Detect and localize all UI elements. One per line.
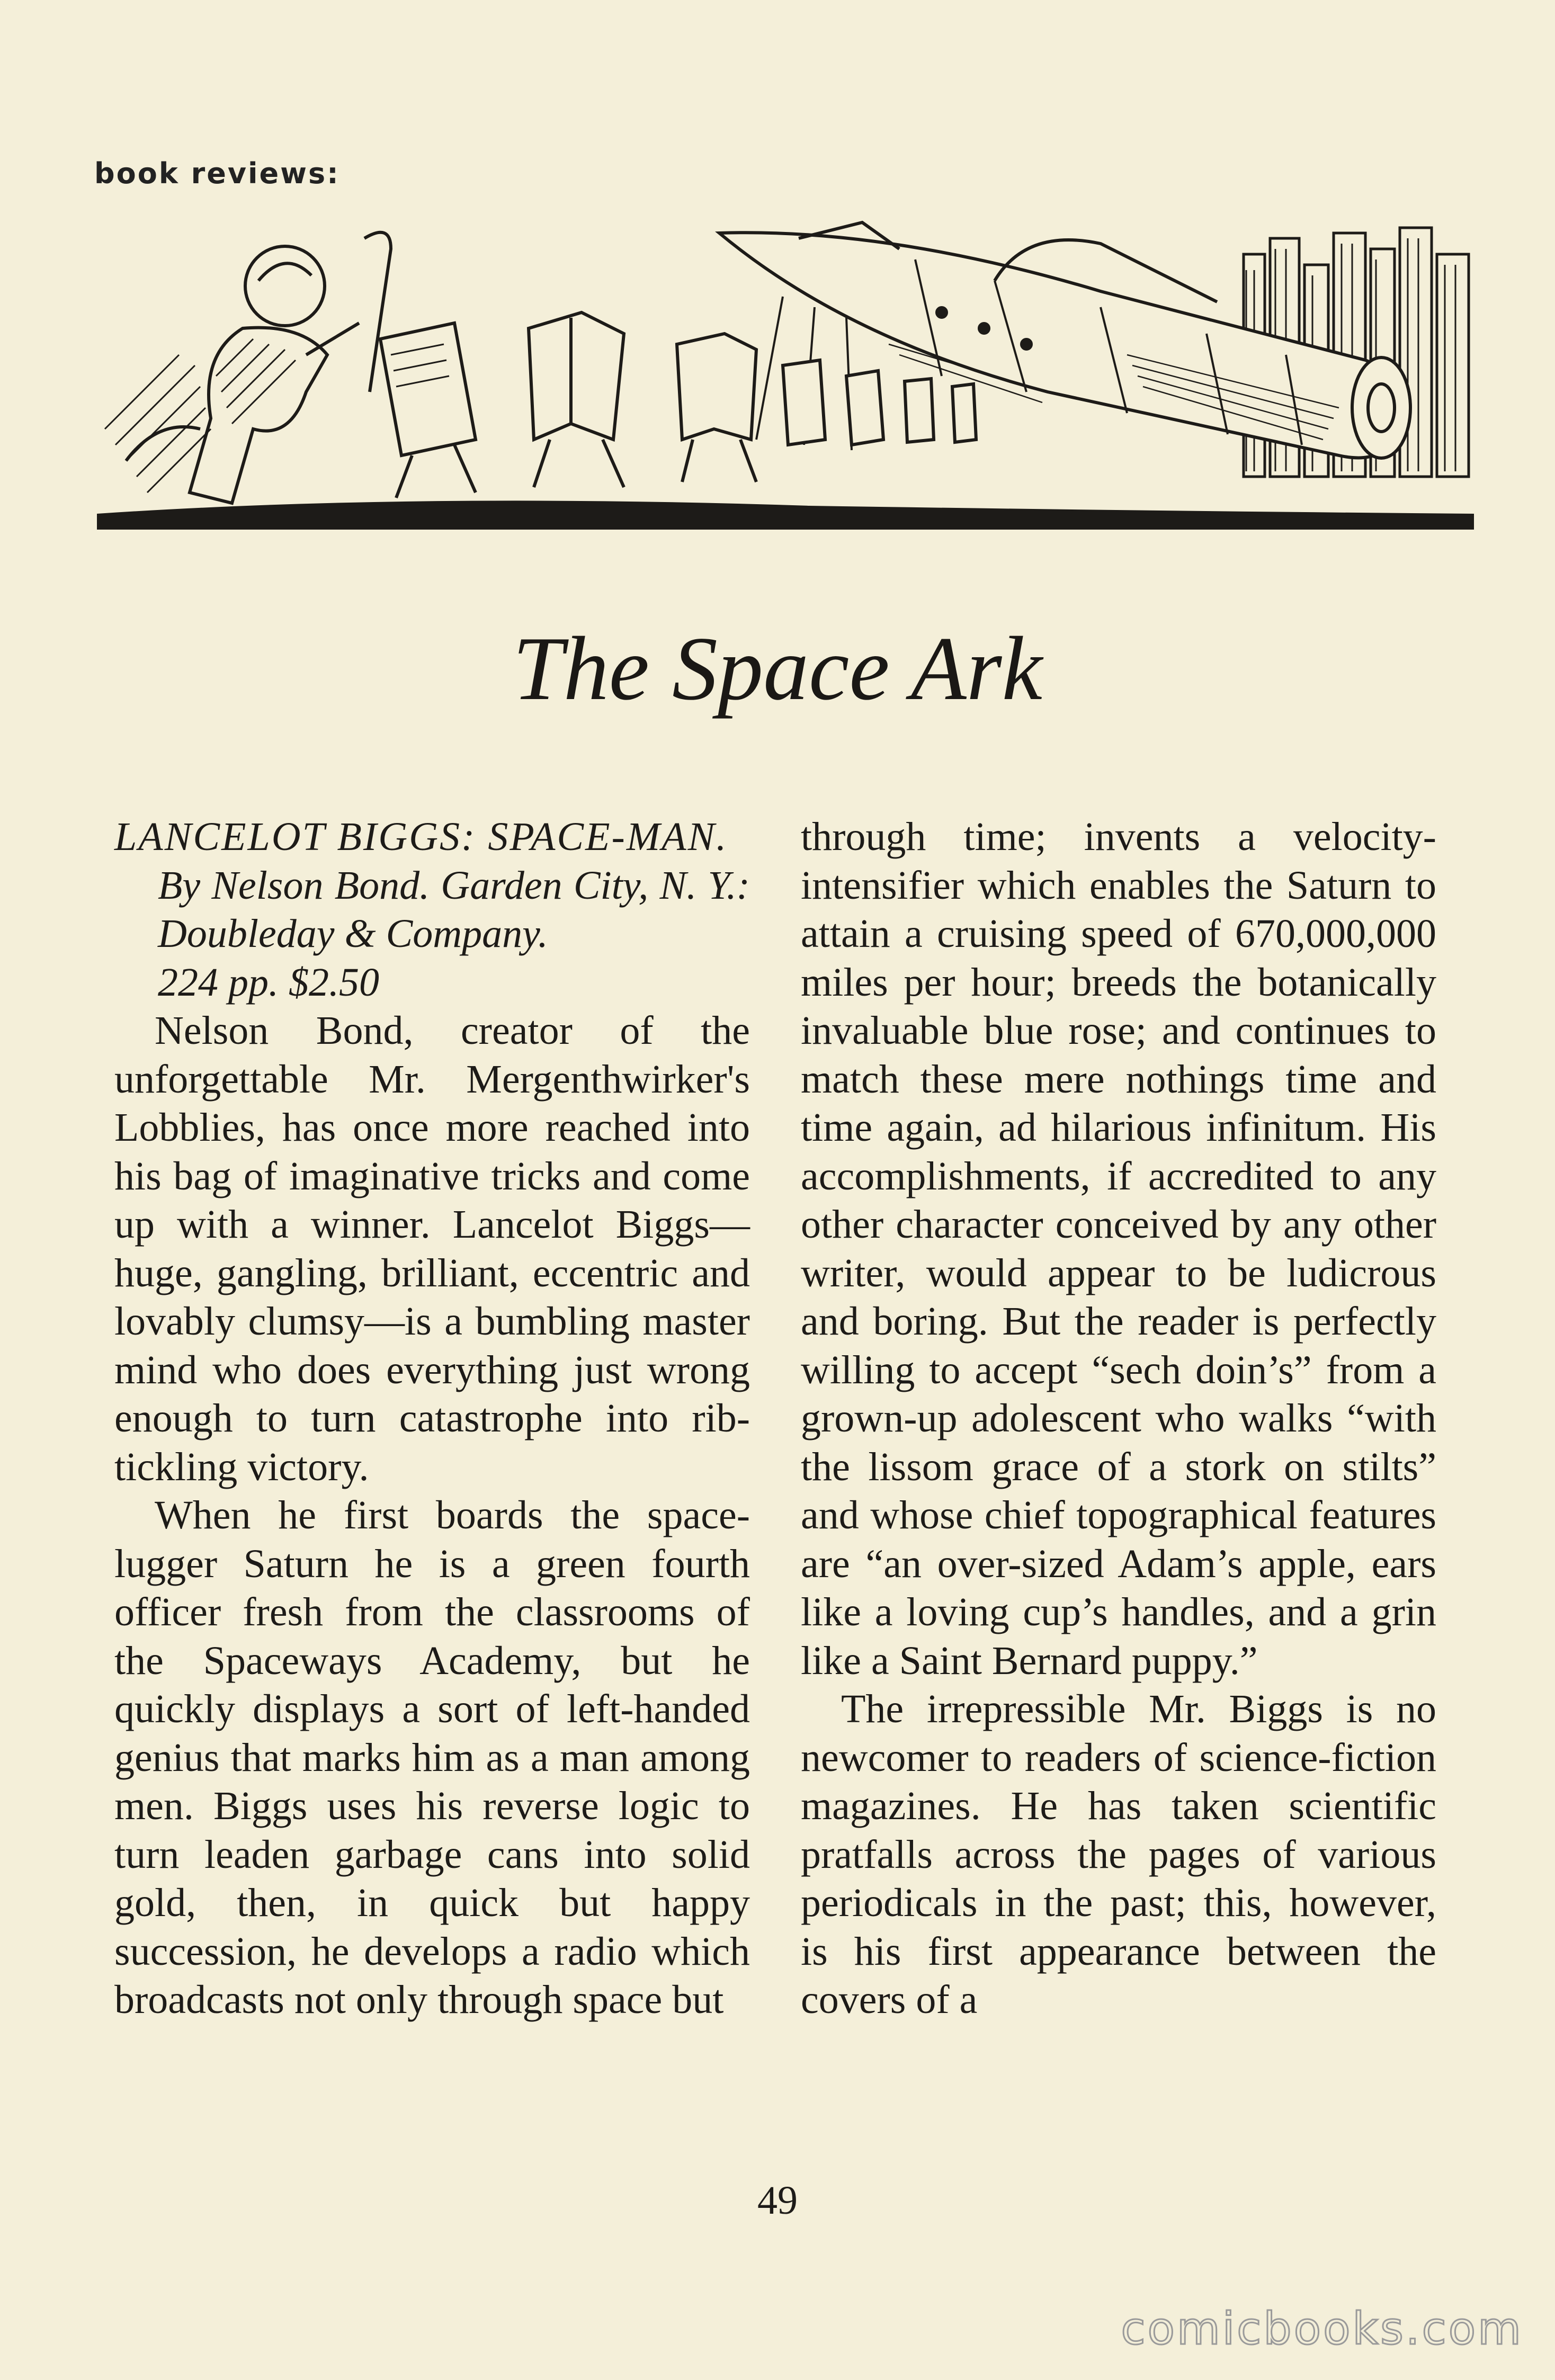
section-label: book reviews:	[94, 157, 340, 190]
watermark: comicbooks.com	[1121, 2303, 1523, 2355]
paragraph: The irrepressible Mr. Biggs is no newcomer to readers of science-fiction magazines. He has taken scientific pratfalls across the pages of various periodicals in the past; this, however, is his first appearance between the covers of a	[801, 1687, 1436, 2022]
page-number: 49	[757, 2178, 798, 2223]
left-column	[114, 813, 750, 2025]
paragraph: through time; invents a velocity-intensifier which enables the Saturn to attain a cruising speed of 670,000,000 miles per hour; breeds the botanically invaluable blue rose; and continues to match these mere nothings time and time again, ad hilarious infinitum. His accomplishments, if accredited to any other character conceived by any other writer, would appear to be ludicrous and boring. But the reader is perfectly willing to accept “sech doin’s” from a grown-up adolescent who walks “with the lissom grace of a stork on stilts” and whose chief topographical features are “an over-sized Adam’s apple, ears like a loving cup’s handles, and a grin like a Saint Bernard puppy.”	[801, 815, 1436, 1683]
ground-line	[97, 500, 1474, 530]
header-illustration	[94, 217, 1477, 535]
book-title: LANCELOT BIGGS: SPACE-MAN.	[114, 815, 728, 859]
article-title: The Space Ark	[513, 619, 1042, 719]
publication-info: By Nelson Bond. Garden City, N. Y.: Doubleday & Company.	[158, 863, 750, 956]
price-info: 224 pp. $2.50	[158, 960, 379, 1005]
paragraph: Nelson Bond, creator of the unforgettable Mr. Mergenthwirker's Lobblies, has once more reached into his bag of imaginative tricks and come up with a winner. Lancelot Biggs—huge, gangling, brilliant, eccentric and lovably clumsy—is a bumbling master mind who does everything just wrong enough to turn catastrophe into rib-tickling victory.	[114, 1008, 750, 1489]
right-column	[801, 813, 1436, 2025]
marching-books	[380, 312, 976, 498]
paragraph: When he first boards the space-lugger Saturn he is a green fourth officer fresh from the classrooms of the Spaceways Academy, but he quickly displays a sort of left-handed genius that marks him as a man among men. Biggs uses his reverse logic to turn leaden garbage cans into solid gold, then, in quick but happy succession, he develops a radio which broadcasts not only through space but	[114, 1493, 750, 2022]
